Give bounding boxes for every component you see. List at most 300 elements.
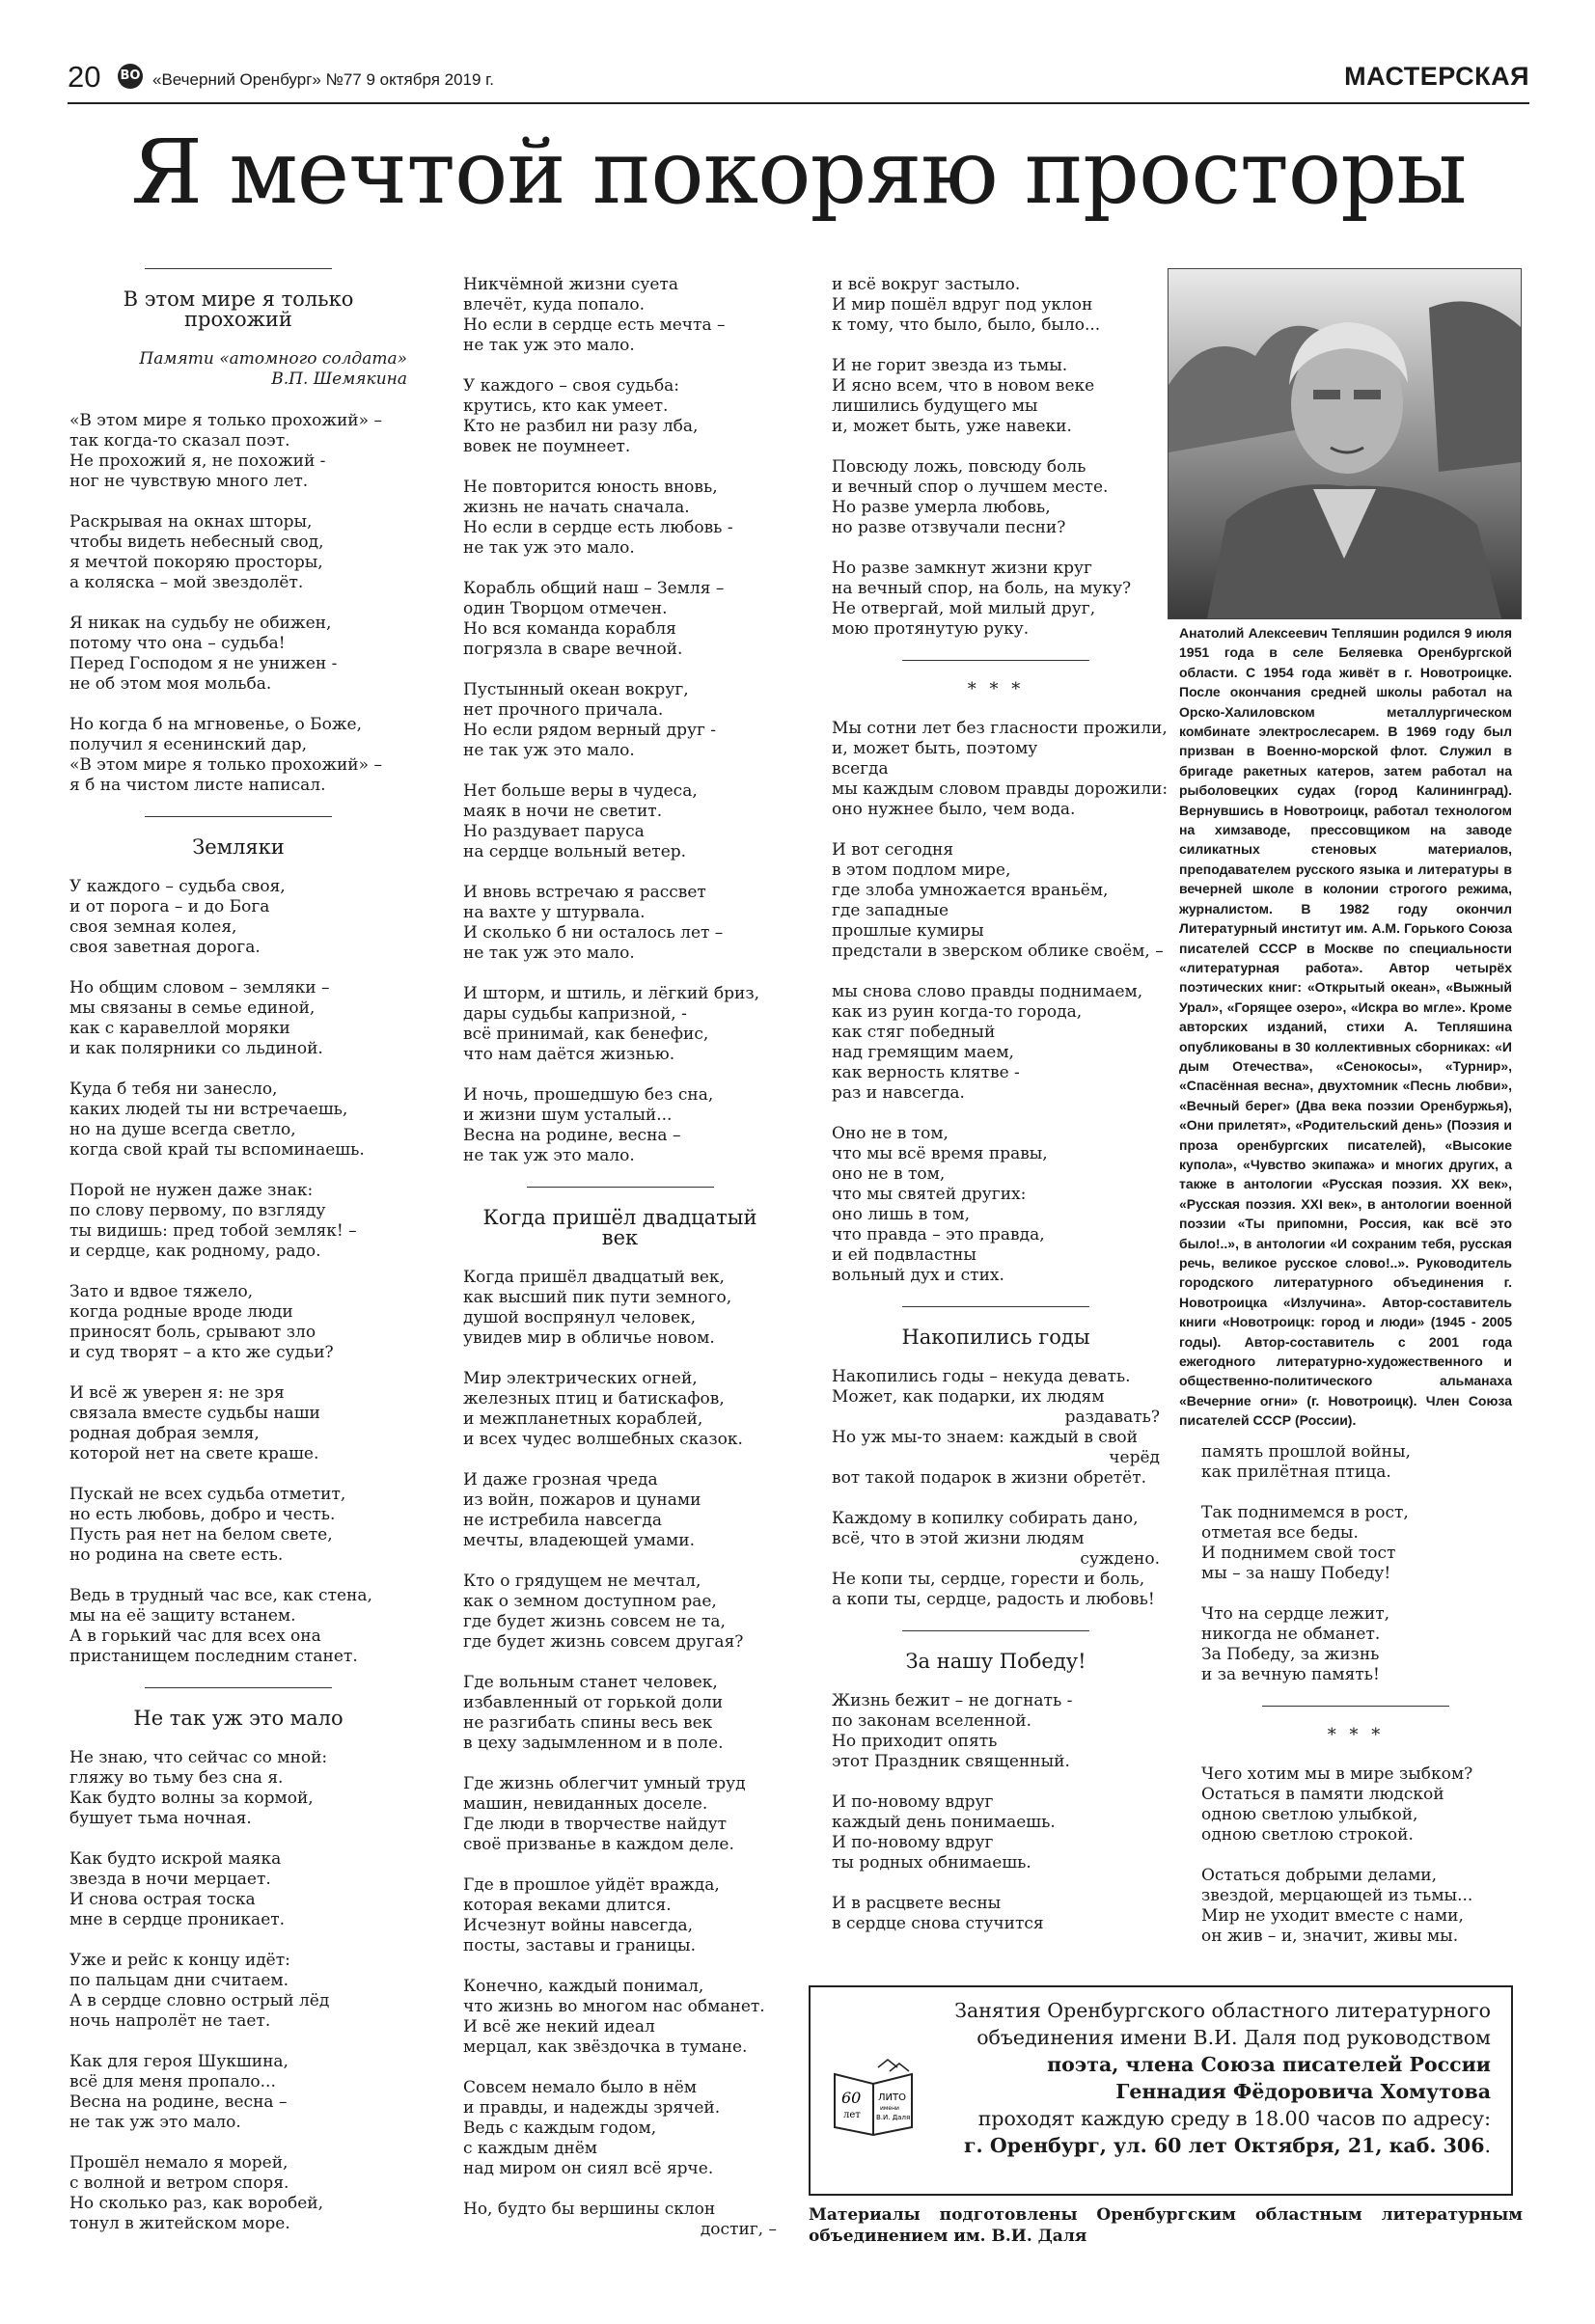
- poem-line: Но общим словом – земляки –: [69, 978, 330, 998]
- stanza: [832, 1894, 1160, 1934]
- poem-line: где злоба умножается враньём,: [832, 881, 1109, 900]
- announcement-text: [907, 1997, 1491, 2159]
- poem-line: когда свой край ты вспоминаешь.: [69, 1140, 365, 1160]
- poem-body: [832, 1691, 1160, 1934]
- poem-line: и суд творят – а кто же судьи?: [69, 1343, 334, 1362]
- poem-line: не так уж это мало.: [69, 2113, 241, 2132]
- poem-line: мечты, владеющей умами.: [463, 1531, 696, 1550]
- poem-line: на вахте у штурвала.: [463, 903, 646, 922]
- poem-line: тонул в житейском море.: [69, 2214, 290, 2233]
- poem-line: и жизни шум усталый...: [463, 1106, 673, 1125]
- poem-line: Оно не в том,: [832, 1124, 949, 1143]
- poem-line: Не отвергай, мой милый друг,: [832, 599, 1096, 618]
- stanza: [832, 1691, 1160, 1772]
- poem-line: мы каждым словом правды дорожили:: [832, 779, 1169, 799]
- poem-line: Но когда б на мгновенье, о Боже,: [69, 715, 362, 734]
- poem-line: как высший пик пути земного,: [463, 1288, 732, 1307]
- stanza: [463, 579, 777, 660]
- poem-line: Весна на родине, весна –: [463, 1126, 681, 1145]
- poem-line: я мечтой покоряю просторы,: [69, 553, 323, 572]
- poem-line: [832, 1489, 1160, 1509]
- poem-line: И по-новому вдруг: [832, 1792, 994, 1812]
- announcement-address: [907, 2132, 1491, 2159]
- poem-line: Ведь в трудный час все, как стена,: [69, 1586, 372, 1605]
- poem-line: Но раздувает паруса: [463, 822, 645, 841]
- poem-line: А в сердце словно острый лёд: [69, 1991, 330, 2010]
- poem-line: И снова острая тоска: [69, 1890, 256, 1909]
- poem-line: влечёт, куда попало.: [463, 295, 646, 314]
- header-divider: [68, 102, 1529, 104]
- stanza: [69, 1181, 407, 1262]
- poem-line: И в расцвете весны: [832, 1894, 1002, 1913]
- poem-line: я б на чистом листе написал.: [69, 776, 326, 795]
- poem-line: «В этом мире я только прохожий» –: [69, 411, 382, 430]
- column-4: [1201, 1442, 1510, 1967]
- poem-line: над миром он сиял всё ярче.: [463, 2159, 714, 2178]
- poem-line: всегда: [832, 759, 889, 779]
- poem-line: Пусть рая нет на белом свете,: [69, 1525, 333, 1545]
- lito-logo-icon: [830, 2050, 917, 2137]
- poem-line: И шторм, и штиль, и лёгкий бриз,: [463, 984, 760, 1003]
- stanza: [69, 512, 407, 593]
- poem-line: Что на сердце лежит,: [1201, 1604, 1390, 1624]
- announcement-line: Занятия Оренбургского областного литературного: [954, 1999, 1491, 2022]
- stanza: [463, 883, 777, 964]
- poem-line: Но разве умерла любовь,: [832, 498, 1051, 517]
- poem-line: раздавать?: [1064, 1408, 1160, 1427]
- poem-line: как верность клятве -: [832, 1063, 1020, 1082]
- stanza: [832, 559, 1160, 640]
- poem-line: Так поднимемся в рост,: [1201, 1503, 1409, 1522]
- poem-line: всё, что в этой жизни людям: [832, 1529, 1085, 1548]
- page-header: [68, 58, 1529, 100]
- stanza: [1201, 1604, 1510, 1685]
- poem-dedication: [69, 349, 407, 390]
- stanza: [69, 1748, 407, 1829]
- poem-line: и всех чудес волшебных сказок.: [463, 1430, 743, 1449]
- poem-line: Не знаю, что сейчас со мной:: [69, 1748, 328, 1767]
- poem-line: И ночь, прошедшую без сна,: [463, 1085, 714, 1105]
- poem-line: Перед Господом я не унижен -: [69, 654, 338, 673]
- poem-line: своё призванье в каждом деле.: [463, 1835, 734, 1854]
- poem-line: Пускай не всех судьба отметит,: [69, 1485, 346, 1504]
- poem-line: Но приходит опять: [832, 1732, 998, 1751]
- poem-line: с каждым днём: [463, 2139, 598, 2158]
- poem-line: избавленный от горькой доли: [463, 1693, 724, 1712]
- stanza: [832, 1792, 1160, 1873]
- stanza: [463, 680, 777, 761]
- poem-line: которая веками длится.: [463, 1896, 672, 1915]
- poem-body: [69, 877, 407, 1667]
- poem-body: [1201, 1764, 1510, 1947]
- poem-line: За Победу, за жизнь: [1201, 1645, 1380, 1664]
- poem-line: Мы сотни лет без гласности прожили,: [832, 719, 1168, 738]
- poem-line: одною светлою строкой.: [1201, 1825, 1414, 1845]
- poem-line: потому что она – судьба!: [69, 634, 286, 653]
- poem-line: увидев мир в обличье новом.: [463, 1328, 715, 1348]
- poem-line: вот такой подарок в жизни обретёт.: [832, 1468, 1147, 1488]
- poem-line: как из руин когда-то города,: [832, 1002, 1083, 1022]
- poem-line: и как полярники со льдиной.: [69, 1039, 323, 1058]
- logo-years: лет: [843, 2110, 861, 2120]
- poem-line: оно не в том,: [832, 1164, 946, 1184]
- stanza: [463, 1774, 777, 1855]
- footer-credit: Материалы подготовлены Оренбургским областным литературным объединением им. В.И. Даля: [809, 2205, 1523, 2246]
- poem-line: Чего хотим мы в мире зыбком?: [1201, 1764, 1473, 1784]
- stanza: [832, 719, 1169, 820]
- poem-line: мы связаны в семье единой,: [69, 998, 316, 1018]
- poem-line: Повсюду ложь, повсюду боль: [832, 457, 1086, 477]
- poem-line: А в горький час для всех она: [69, 1627, 321, 1646]
- poem-line: не так уж это мало.: [463, 1146, 635, 1165]
- poem-line: и сердце, как родному, радо.: [69, 1242, 321, 1261]
- stanza: [463, 1875, 777, 1956]
- announcement-box: [809, 1985, 1513, 2196]
- poem-line: Как для героя Шукшина,: [69, 2052, 289, 2071]
- poem-line: что мы всё время правы,: [832, 1144, 1048, 1163]
- poem-body: [463, 1268, 777, 2179]
- poem-line: Когда пришёл двадцатый век,: [463, 1268, 725, 1287]
- poem-line: Но если в сердце есть мечта –: [463, 315, 726, 335]
- stanza: [69, 1586, 407, 1667]
- section-name: МАСТЕРСКАЯ: [1344, 62, 1529, 91]
- poem-line: Каждому в копилку собирать дано,: [832, 1509, 1139, 1528]
- poem-line: железных птиц и батискафов,: [463, 1389, 725, 1408]
- poem-line: не так уж это мало.: [463, 336, 635, 355]
- poem-title: Не так уж это мало: [69, 1687, 407, 1729]
- poem-line: как с каравеллой моряки: [69, 1019, 290, 1038]
- poem-line: раз и навсегда.: [832, 1083, 965, 1103]
- stanza: [69, 1282, 407, 1363]
- stanza: [69, 1080, 407, 1161]
- poem-line: а коляска – мой звездолёт.: [69, 573, 304, 592]
- poem-line: жизнь не начать сначала.: [463, 498, 690, 517]
- stanza: [1201, 1866, 1510, 1947]
- author-photo: [1168, 268, 1522, 619]
- poem-line: но родина на свете есть.: [69, 1545, 284, 1565]
- poem-line: достиг, –: [700, 2220, 777, 2239]
- poem-line: ночь напролёт не тает.: [69, 2011, 271, 2031]
- announcement-line: Геннадия Фёдоровича Хомутова: [1115, 2080, 1491, 2103]
- publication-info: «Вечерний Оренбург» №77 9 октября 2019 г.: [152, 70, 495, 89]
- poem-line: И мир пошёл вдруг под уклон: [832, 295, 1093, 314]
- address-text: г. Оренбург, ул. 60 лет Октября, 21, каб. 306: [964, 2134, 1485, 2157]
- poem-line: Не копи ты, сердце, горести и боль,: [832, 1570, 1145, 1589]
- poem-line: как о земном доступном рае,: [463, 1592, 717, 1611]
- stanza: [463, 781, 777, 862]
- poem-title: За нашу Победу!: [832, 1630, 1160, 1672]
- poem-body: [832, 275, 1160, 640]
- logo-number: 60: [841, 2089, 862, 2107]
- stanza: [832, 982, 1160, 1104]
- poem-line: оно нужнее было, чем вода.: [832, 800, 1076, 819]
- logo-dal: В.И. Даля: [876, 2114, 911, 2121]
- poem-line: в этом подлом мире,: [832, 861, 1011, 880]
- poem-line: Уже и рейс к концу идёт:: [69, 1951, 290, 1970]
- poem-line: над гремящим маем,: [832, 1043, 1014, 1062]
- poem-line: одною светлою улыбкой,: [1201, 1805, 1418, 1824]
- poem-line: и, может быть, уже навеки.: [832, 417, 1072, 436]
- announcement-line: проходят каждую среду в 18.00 часов по адресу:: [977, 2107, 1491, 2130]
- poem-line: Прошёл немало я морей,: [69, 2153, 289, 2173]
- poem-line: приносят боль, срывают зло: [69, 1323, 316, 1342]
- poem-line: бушует тьма ночная.: [69, 1809, 252, 1828]
- poem-line: никогда не обманет.: [1201, 1625, 1381, 1644]
- poem-line: и межпланетных кораблей,: [463, 1409, 703, 1429]
- poem-line: Ведь с каждым годом,: [463, 2119, 657, 2138]
- poem-line: предстали в зверском облике своём, –: [832, 942, 1164, 961]
- dedication-line: Памяти «атомного солдата»: [139, 349, 407, 369]
- poem-line: «В этом мире я только прохожий» –: [69, 755, 382, 775]
- stanza: [463, 1977, 777, 2058]
- poem-line: по законам вселенной.: [832, 1711, 1031, 1731]
- logo-lito: ЛИТО: [878, 2092, 906, 2103]
- poem-line: и всё вокруг застыло.: [832, 275, 1021, 294]
- poem-line: Жизнь бежит – не догнать -: [832, 1691, 1073, 1710]
- poem-line: не об этом моя мольба.: [69, 674, 272, 694]
- poem-line: но разве отзвучали песни?: [832, 518, 1066, 537]
- poem-line: И даже грозная чреда: [463, 1470, 658, 1490]
- poem-line: Но сколько раз, как воробей,: [69, 2194, 324, 2213]
- poem-line: Конечно, каждый понимал,: [463, 1977, 704, 1996]
- poem-body: [463, 275, 777, 1166]
- poem-body: [69, 1748, 407, 2234]
- poem-line: не так уж это мало.: [463, 943, 635, 963]
- poem-line: крутись, кто как умеет.: [463, 396, 669, 416]
- poem-line: душой воспрянул человек,: [463, 1308, 697, 1327]
- poem-line: на сердце вольный ветер.: [463, 842, 687, 861]
- poem-line: звездой, мерцающей из тьмы...: [1201, 1886, 1473, 1905]
- poem-line: Кто о грядущем не мечтал,: [463, 1572, 701, 1591]
- poem-line: получил я есенинский дар,: [69, 735, 308, 754]
- poem-line: И всё же некий идеал: [463, 2017, 655, 2037]
- poem-body: [1201, 1442, 1510, 1685]
- poem-line: что жизнь во многом нас обманет.: [463, 1997, 765, 2016]
- poem-line: где западные: [832, 901, 949, 920]
- poem-title: Когда пришёл двадцатый век: [463, 1187, 777, 1248]
- stanza: [1201, 1503, 1510, 1584]
- poem-title: В этом мире я только прохожий: [69, 268, 407, 330]
- poem-line: что правда – это правда,: [832, 1225, 1045, 1244]
- poem-line: Не повторится юность вновь,: [463, 478, 718, 497]
- poem-line: Мир не уходит вместе с нами,: [1201, 1906, 1464, 1926]
- poem-line: Но разве замкнут жизни круг: [832, 559, 1092, 578]
- column-1: [69, 268, 407, 2255]
- dedication-author: В.П. Шемякина: [271, 369, 407, 389]
- poem-line: лишились будущего мы: [832, 396, 1038, 416]
- poem-body: [69, 411, 407, 796]
- poem-line: к тому, что было, было, было...: [832, 315, 1101, 335]
- poem-line: И поднимем свой тост: [1201, 1544, 1396, 1563]
- stanza: [1201, 1442, 1510, 1483]
- stanza: [832, 356, 1160, 437]
- poem-line: И всё ж уверен я: не зря: [69, 1383, 285, 1403]
- poem-line: в сердце снова стучится: [832, 1914, 1044, 1933]
- poem-line: родная добрая земля,: [69, 1424, 260, 1443]
- poem-line: суждено.: [1080, 1549, 1160, 1569]
- stanza: [69, 1849, 407, 1930]
- announcement-line: объединения имени В.И. Даля под руководством: [976, 2026, 1491, 2049]
- poem-line: Мир электрических огней,: [463, 1369, 698, 1388]
- poem-line: мне в сердце проникает.: [69, 1910, 286, 1929]
- poem-line: нет прочного причала.: [463, 700, 664, 720]
- stanza: [463, 1268, 777, 1349]
- stanza: [463, 478, 777, 559]
- stanza: [69, 614, 407, 695]
- poem-line: мы на её защиту встанем.: [69, 1606, 296, 1626]
- poem-line: не так уж это мало.: [463, 741, 635, 760]
- poem-line: что мы святей других:: [832, 1185, 1027, 1204]
- poem-line: и вечный спор о лучшем месте.: [832, 478, 1109, 497]
- poem-line: Как будто искрой маяка: [69, 1849, 282, 1869]
- poem-line: У каждого – судьба своя,: [69, 877, 286, 896]
- poem-line: где будет жизнь совсем другая?: [463, 1632, 744, 1652]
- poem-line: И вот сегодня: [832, 840, 954, 860]
- poem-line: этот Праздник священный.: [832, 1752, 1070, 1771]
- stanza: [463, 275, 777, 356]
- poem-line: Совсем немало было в нём: [463, 2078, 698, 2097]
- poem-line: Нет больше веры в чудеса,: [463, 781, 698, 801]
- stanza: [463, 2200, 777, 2240]
- poem-line: Остаться в памяти людской: [1201, 1785, 1444, 1804]
- poem-line: в цеху задымленном и в поле.: [463, 1734, 724, 1753]
- poem-line: Весна на родине, весна –: [69, 2092, 288, 2112]
- poem-line: и правды, и надежды зрячей.: [463, 2098, 721, 2118]
- stanza: [463, 984, 777, 1065]
- stanza: [69, 411, 407, 492]
- stanza: [69, 1485, 407, 1566]
- poem-line: память прошлой войны,: [1201, 1442, 1411, 1462]
- poem-line: мы – за нашу Победу!: [1201, 1564, 1391, 1583]
- stars-divider: * * *: [1201, 1706, 1510, 1745]
- poem-line: Где жизнь облегчит умный труд: [463, 1774, 746, 1793]
- poem-line: Но если в сердце есть любовь -: [463, 518, 733, 537]
- poem-line: не разгибать спины весь век: [463, 1713, 713, 1733]
- poem-line: а копи ты, сердце, радость и любовь!: [832, 1590, 1155, 1609]
- poem-line: но на душе всегда светло,: [69, 1120, 296, 1139]
- poem-line: где будет жизнь совсем не та,: [463, 1612, 726, 1631]
- poem-body-flex: [832, 1367, 1160, 1610]
- poem-line: всё принимай, как бенефис,: [463, 1025, 709, 1044]
- stanza: [69, 1951, 407, 2032]
- poem-line: он жив – и, значит, живы мы.: [1201, 1927, 1459, 1946]
- stanza: [69, 2153, 407, 2234]
- author-biography: Анатолий Алексеевич Тепляшин родился 9 июля 1951 года в селе Беляевка Оренбургской области. С 1954 года живёт в г. Новотроицке. После окончания средней школы работал на Орско-Халиловском металлургическом комбинате электрослесарем. В 1969 году был призван в Военно-морской флот. Служил в бригаде ракетных катеров, затем работал на рыболовецких судах (город Калининград). Вернувшись в Новотроицк, работал технологом на химзаводе, прессовщиком на заводе силикатных стеновых материалов, преподавателем русского языка и литературы в вечерней школе в колонии строгого режима, журналистом. В 1982 году окончил Литературный институт им. А.М. Горького Союза писателей СССР в Москве по специальности «литературная работа». Автор четырёх поэтических книг: «Открытый океан», «Выжный Урал», «Горящее озеро», «Искра во мгле». Кроме авторских изданий, стихи А. Тепляшина опубликованы в 30 коллективных сборниках: «И дым Отечества», «Сенокосы», «Турнир», «Спасённая весна», двухтомник «Песнь любви», «Вечный берег» (Два века поэзии Оренбуржья), «Они прилетят», «Родительский день» (Поэзия и проза оренбургских писателей), «Высокие купола», «Чувство экипажа» и многих других, а также в антологии «Русская поэзия. XX век», «Русская поэзия. XXI век», в антологии военной поэзии «Ты припомни, Россия, как всё это было!..», в антологии «И сохраним тебя, русская речь, великое русское слово!..». Руководитель городского литературного объединения г. Новотроицка «Излучина». Автор-составитель книги «Новотроицк: город и люди» (1945 - 2005 годы). Автор-составитель с 2001 года ежегодного литературно-художественного и общественно-политического альманаха «Вечерние огни» (г. Новотроицк). Член Союза писателей СССР (России).: [1179, 625, 1512, 1429]
- poem-line: Я никак на судьбу не обижен,: [69, 614, 332, 633]
- poem-line: вовек не поумнеет.: [463, 437, 631, 456]
- poem-line: не так уж это мало.: [463, 538, 635, 558]
- poem-line: связала вместе судьбы наши: [69, 1404, 320, 1423]
- poem-line: мерцал, как звёздочка в тумане.: [463, 2037, 748, 2057]
- poem-line: один Творцом отмечен.: [463, 599, 668, 618]
- poem-line: Но если рядом верный друг -: [463, 721, 717, 740]
- poem-line: отметая все беды.: [1201, 1523, 1359, 1543]
- poem-line: своя земная колея,: [69, 917, 237, 937]
- poem-line: Порой не нужен даже знак:: [69, 1181, 314, 1200]
- announcement-line: поэта, члена Союза писателей России: [1047, 2053, 1491, 2076]
- page-number: 20: [68, 60, 101, 94]
- poem-line: Где люди в творчестве найдут: [463, 1815, 727, 1834]
- poem-line: Где вольным станет человек,: [463, 1673, 718, 1692]
- poem-line: чтобы видеть небесный свод,: [69, 533, 324, 552]
- poem-line: И не горит звезда из тьмы.: [832, 356, 1068, 375]
- poem-line: как прилётная птица.: [1201, 1463, 1391, 1482]
- logo-imeni: имени: [880, 2105, 899, 2112]
- poem-line: когда родные вроде люди: [69, 1302, 293, 1322]
- poem-line: и от порога – и до Бога: [69, 897, 270, 916]
- poem-line: и ей подвластны: [832, 1245, 976, 1265]
- poem-line: И сколько б ни осталось лет –: [463, 923, 724, 943]
- stanza: [832, 1124, 1160, 1286]
- poem-line: У каждого – своя судьба:: [463, 376, 680, 396]
- column-3: [832, 275, 1169, 1955]
- poem-line: всё для меня пропало...: [69, 2072, 276, 2092]
- newspaper-logo-icon: ВО: [118, 64, 143, 89]
- poem-line: оно лишь в том,: [832, 1205, 971, 1224]
- poem-line: Но, будто бы вершины склон: [463, 2200, 716, 2219]
- poem-line: Корабль общий наш – Земля –: [463, 579, 725, 598]
- poem-line: каких людей ты ни встречаешь,: [69, 1100, 348, 1119]
- poem-line: машин, невиданных доселе.: [463, 1794, 708, 1814]
- poem-line: маяк в ночи не светит.: [463, 802, 663, 821]
- poem-line: И по-новому вдруг: [832, 1833, 994, 1852]
- poem-line: Куда б тебя ни занесло,: [69, 1080, 278, 1099]
- poem-line: прошлые кумиры: [832, 921, 984, 941]
- stanza: [69, 877, 407, 958]
- poem-line: звезда в ночи мерцает.: [69, 1870, 271, 1889]
- poem-line: ты родных обнимаешь.: [832, 1853, 1031, 1873]
- poem-line: Никчёмной жизни суета: [463, 275, 679, 294]
- stanza: [832, 275, 1160, 336]
- poem-line: гляжу во тьму без сна я.: [69, 1768, 284, 1788]
- poem-line: Где в прошлое уйдёт вражда,: [463, 1875, 720, 1895]
- stanza: [69, 1383, 407, 1464]
- poem-line: как стяг победный: [832, 1023, 996, 1042]
- stars-divider: * * *: [832, 660, 1160, 699]
- address-period: .: [1484, 2134, 1491, 2157]
- poem-title: Накопились годы: [832, 1306, 1160, 1348]
- poem-line: Но вся команда корабля: [463, 619, 676, 639]
- poem-line: Исчезнут войны навсегда,: [463, 1916, 693, 1935]
- poem-line: Может, как подарки, их людям: [832, 1387, 1105, 1407]
- poem-line: мою протянутую руку.: [832, 619, 1030, 639]
- stanza: [463, 1369, 777, 1450]
- poem-line: и за вечную память!: [1201, 1665, 1380, 1684]
- stanza: [463, 2078, 777, 2179]
- poem-line: по пальцам дни считаем.: [69, 1971, 289, 1990]
- poem-line: дары судьбы капризной, -: [463, 1004, 687, 1024]
- column-2: [463, 275, 777, 2260]
- poem-line: Кто не разбил ни разу лба,: [463, 417, 699, 436]
- poem-line: Раскрывая на окнах шторы,: [69, 512, 313, 532]
- stanza: [69, 715, 407, 796]
- poem-line: по слову первому, по взгляду: [69, 1201, 326, 1220]
- poem-line: И ясно всем, что в новом веке: [832, 376, 1095, 396]
- poem-line: Не прохожий я, не похожий -: [69, 451, 326, 471]
- stanza: [463, 1470, 777, 1551]
- poem-line: ты видишь: пред тобой земляк! –: [69, 1221, 357, 1241]
- stanza: [832, 457, 1160, 538]
- poem-line: вольный дух и стих.: [832, 1266, 1004, 1285]
- poem-line: мы снова слово правды поднимаем,: [832, 982, 1143, 1001]
- poem-line: которой нет на свете краше.: [69, 1444, 319, 1463]
- stanza: [463, 1085, 777, 1166]
- poem-line: на вечный спор, на боль, на муку?: [832, 579, 1132, 598]
- poem-line: Пустынный океан вокруг,: [463, 680, 689, 699]
- stanza: [832, 840, 1164, 962]
- stanza: [463, 376, 777, 457]
- stanza: [69, 978, 407, 1059]
